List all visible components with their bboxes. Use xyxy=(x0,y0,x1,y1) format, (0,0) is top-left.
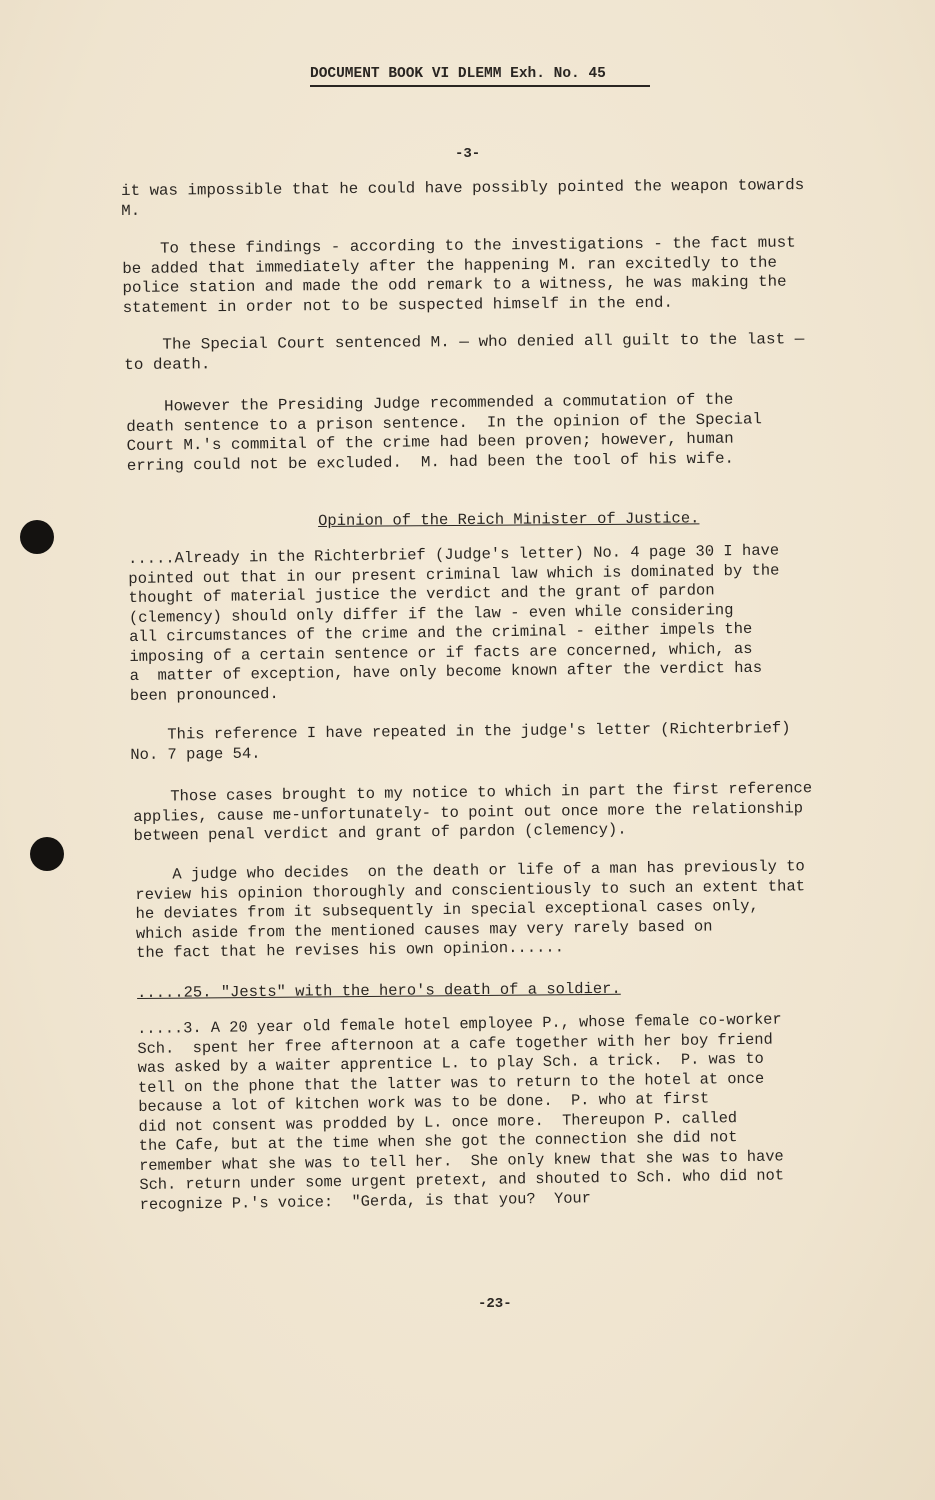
text-line: the fact that he revises his own opinion...... xyxy=(136,938,565,962)
text-line: all circumstances of the crime and the criminal - either impels the xyxy=(129,619,753,646)
text-line: to death. xyxy=(124,354,211,374)
paragraph-commutation xyxy=(126,390,763,476)
text-line: The Special Court sentenced M. — who denied all guilt to the last — xyxy=(124,330,805,354)
text-line: police station and made the odd remark to a witness, he was making the xyxy=(122,272,787,297)
text-line: was asked by a waiter apprentice L. to play Sch. a trick. P. was to xyxy=(137,1049,764,1077)
text-line: been pronounced. xyxy=(129,684,279,705)
paragraph-continuation xyxy=(121,176,804,221)
text-line: it was impossible that he could have possibly pointed the weapon towards xyxy=(121,176,805,200)
text-line: .....Already in the Richterbrief (Judge's letter) No. 4 page 30 I have xyxy=(128,541,780,568)
text-line: which aside from the mentioned causes may very rarely based on xyxy=(135,916,713,943)
text-line: be added that immediately after the happening M. ran excitedly to the xyxy=(122,253,777,278)
text-line: thought of material justice the verdict and the grant of pardon xyxy=(128,581,715,607)
text-line: Those cases brought to my notice to which in part the first reference xyxy=(133,779,813,806)
text-line: imposing of a certain sentence or if facts are concerned, which, as xyxy=(129,639,753,666)
paragraph-judge xyxy=(135,857,806,963)
text-line: he deviates from it subsequently in special exceptional cases only, xyxy=(135,896,759,923)
text-line: a matter of exception, have only become known after the verdict has xyxy=(129,658,763,685)
text-line: Sch. return under some urgent pretext, and shouted to Sch. who did not xyxy=(139,1166,785,1194)
paragraph-richterbrief xyxy=(128,541,781,706)
paragraph-case-3 xyxy=(137,1010,784,1215)
text-line: No. 7 page 54. xyxy=(130,744,261,764)
text-line: Sch. spent her free afternoon at a cafe together with her boy friend xyxy=(137,1030,773,1058)
text-line: However the Presiding Judge recommended a commutation of the xyxy=(126,390,734,416)
text-line: applies, cause me-unfortunately- to point out once more the relationship xyxy=(133,798,804,826)
text-line: between penal verdict and grant of pardon (clemency). xyxy=(133,820,627,845)
text-line: did not consent was prodded by L. once more. Thereupon P. called xyxy=(138,1108,738,1136)
text-line: This reference I have repeated in the judge's letter (Richterbrief) xyxy=(130,719,791,744)
paragraph-cases xyxy=(133,779,813,846)
text-line: review his opinion thoroughly and conscientiously to such an extent that xyxy=(135,876,806,904)
section-heading-jests: .....25. "Jests" with the hero's death of a soldier. xyxy=(137,979,621,1002)
header-underline xyxy=(310,85,650,87)
paragraph-findings xyxy=(122,234,796,318)
text-line: because a lot of kitchen work was to be done. P. who at first xyxy=(138,1089,710,1116)
text-line: To these findings - according to the investigations - the fact must xyxy=(122,233,796,258)
text-line: statement in order not to be suspected himself in the end. xyxy=(122,293,673,317)
text-line: .....3. A 20 year old female hotel employee P., whose female co-worker xyxy=(137,1010,782,1038)
text-line: Court M.'s commital of the crime had been proven; however, human xyxy=(126,429,734,455)
text-line: recognize P.'s voice: "Gerda, is that you? Your xyxy=(139,1188,592,1214)
text-line: death sentence to a prison sentence. In the opinion of the Special xyxy=(126,409,763,436)
paragraph-reference xyxy=(130,719,791,765)
text-line: erring could not be excluded. M. had been the tool of his wife. xyxy=(126,449,735,475)
text-line: the Cafe, but at the time when she got the connection she did not xyxy=(138,1128,738,1155)
text-line: pointed out that in our present criminal law which is dominated by the xyxy=(128,560,780,588)
text-line: A judge who decides on the death or life of a man has previously to xyxy=(135,857,805,884)
punch-hole-upper xyxy=(20,520,54,554)
page-number-bottom: -23- xyxy=(478,1296,512,1312)
text-line: (clemency) should only differ if the law - even while considering xyxy=(128,600,734,627)
section-heading-opinion: Opinion of the Reich Minister of Justice. xyxy=(318,509,700,530)
text-line: tell on the phone that the latter was to return to the hotel at once xyxy=(137,1069,765,1097)
text-line: remember what she was to tell her. She only knew that she was to have xyxy=(139,1146,784,1175)
document-header: DOCUMENT BOOK VI DLEMM Exh. No. 45 xyxy=(310,66,606,82)
paragraph-sentence xyxy=(124,330,805,375)
punch-hole-lower xyxy=(30,837,64,871)
text-line: M. xyxy=(121,201,141,220)
page-number-top: -3- xyxy=(455,146,481,162)
